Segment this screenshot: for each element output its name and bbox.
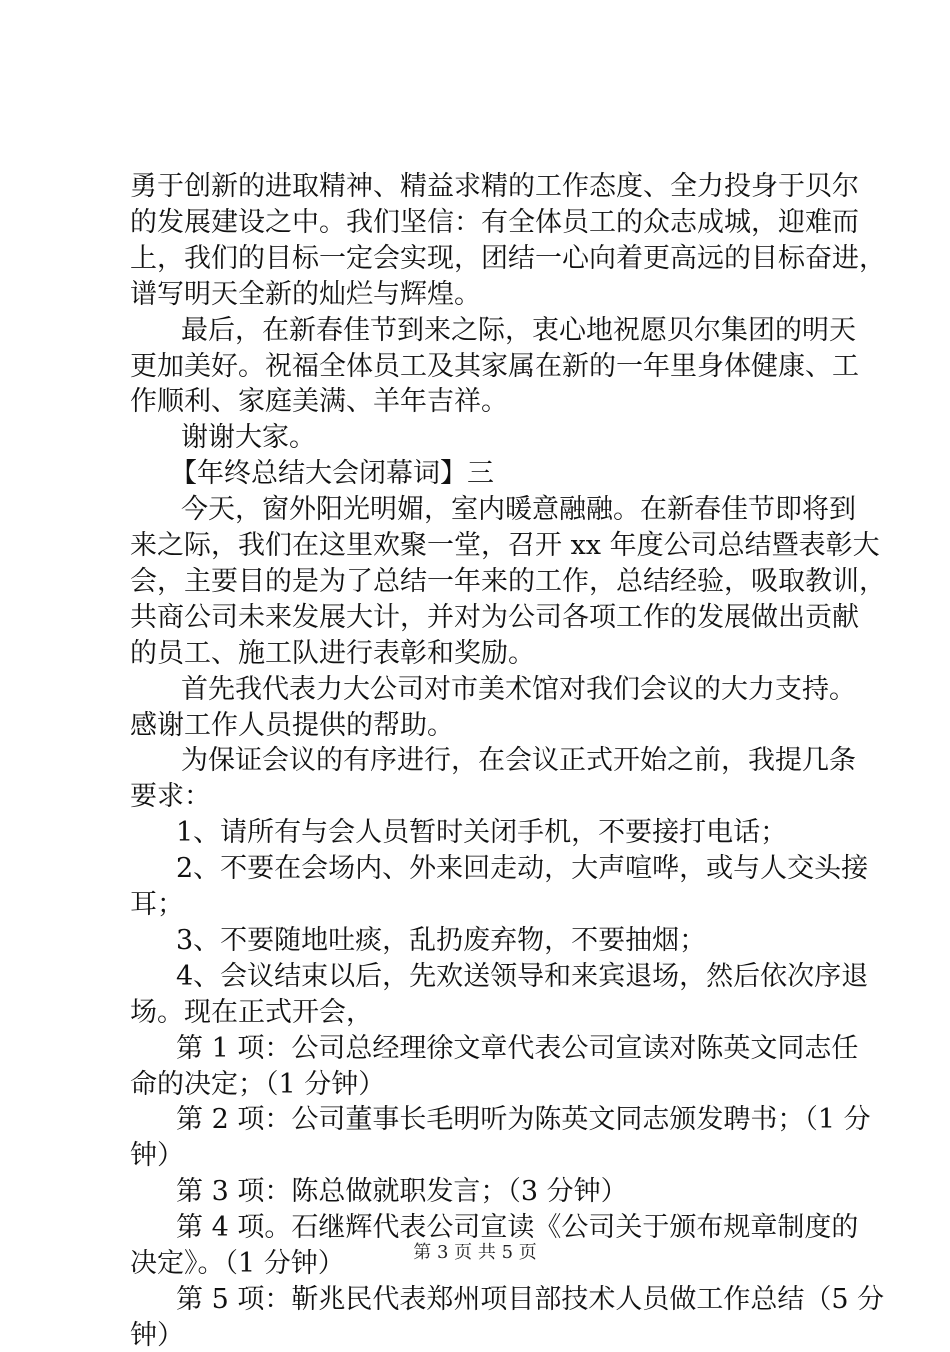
text-line: 要求： (130, 781, 211, 813)
text-line: 钟） (130, 1319, 184, 1351)
list-item: 1、请所有与会人员暂时关闭手机，不要接打电话； (176, 817, 788, 849)
text-line: 勇于创新的进取精神、精益求精的工作态度、全力投身于贝尔 (130, 171, 859, 202)
text-line: 首先我代表力大公司对市美术馆对我们会议的大力支持。 (181, 673, 856, 705)
text-line: 更加美好。祝福全体员工及其家属在新的一年里身体健康、工 (130, 350, 859, 382)
text-line: 来之际，我们在这里欢聚一堂，召开 xx 年度公司总结暨表彰大 (130, 530, 880, 561)
text-line: 的发展建设之中。我们坚信：有全体员工的众志成城，迎难而 (130, 206, 859, 238)
text-line: 耳； (130, 889, 184, 920)
page-number-footer: 第 3 页 共 5 页 (413, 1242, 537, 1263)
agenda-item: 第 3 项：陈总做就职发言；（3 分钟） (176, 1176, 628, 1208)
text-line: 共商公司未来发展大计，并对为公司各项工作的发展做出贡献 (130, 601, 859, 633)
agenda-item: 第 5 项：靳兆民代表郑州项目部技术人员做工作总结（5 分 (176, 1283, 885, 1315)
section-heading: 【年终总结大会闭幕词】三 (170, 458, 494, 490)
text-line: 最后，在新春佳节到来之际，衷心地祝愿贝尔集团的明天 (181, 314, 856, 346)
list-item: 4、会议结束以后，先欢送领导和来宾退场，然后依次序退 (176, 960, 869, 992)
text-line: 上，我们的目标一定会实现，团结一心向着更高远的目标奋进， (130, 242, 886, 274)
list-item: 3、不要随地吐痰，乱扔废弃物，不要抽烟； (176, 924, 707, 956)
text-line: 为保证会议的有序进行，在会议正式开始之前，我提几条 (181, 745, 856, 777)
agenda-item: 第 1 项：公司总经理徐文章代表公司宣读对陈英文同志任 (176, 1032, 859, 1064)
text-line: 会，主要目的是为了总结一年来的工作，总结经验，吸取教训， (130, 565, 886, 597)
text-line: 谢谢大家。 (181, 422, 316, 454)
text-line: 感谢工作人员提供的帮助。 (130, 709, 454, 741)
list-item: 2、不要在会场内、外来回走动，大声喧哗，或与人交头接 (176, 853, 869, 885)
text-line: 作顺利、家庭美满、羊年吉祥。 (130, 386, 508, 418)
agenda-item: 第 2 项：公司董事长毛明听为陈英文同志颁发聘书；（1 分 (176, 1104, 871, 1136)
text-line: 决定》。（1 分钟） (130, 1248, 345, 1279)
agenda-item: 第 4 项。石继辉代表公司宣读《公司关于颁布规章制度的 (176, 1212, 859, 1244)
text-line: 今天，窗外阳光明媚，室内暖意融融。在新春佳节即将到 (181, 494, 856, 526)
text-line: 命的决定；（1 分钟） (130, 1068, 386, 1100)
text-line: 场。现在正式开会， (130, 996, 373, 1028)
text-line: 钟） (130, 1140, 184, 1172)
text-line: 谱写明天全新的灿烂与辉煌。 (130, 278, 481, 310)
text-line: 的员工、施工队进行表彰和奖励。 (130, 637, 535, 669)
